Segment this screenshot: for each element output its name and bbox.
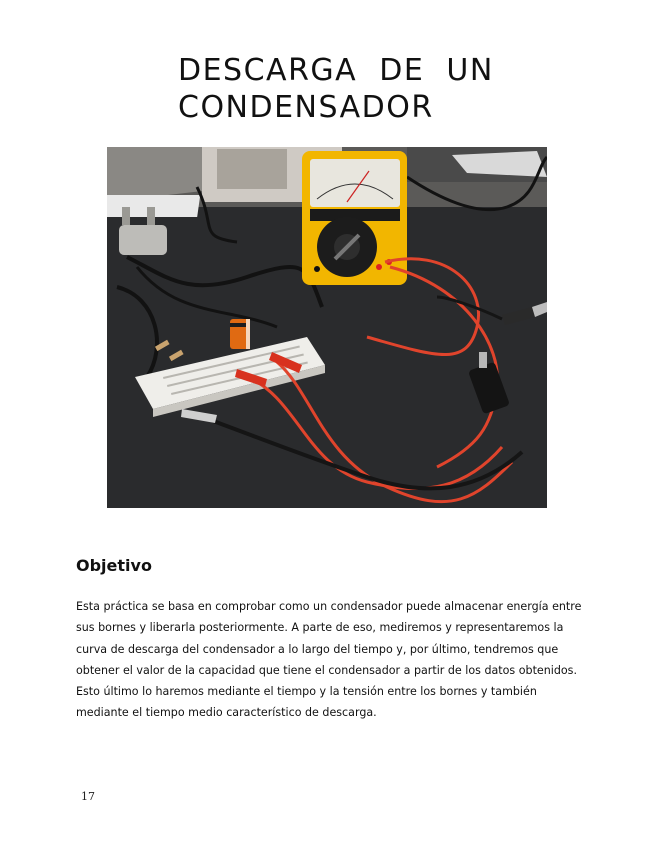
section-heading: Objetivo [76, 556, 152, 575]
paragraph-line-6: mediante el tiempo medio característico de descarga. [76, 706, 377, 720]
page-title [178, 52, 494, 126]
paragraph-line-4: obtener el valor de la capacidad que tiene el condensador a partir de los datos obtenidos. [76, 663, 577, 677]
paragraph-line-5: Esto último lo haremos mediante el tiempo y la tensión entre los bornes y también [76, 685, 537, 699]
objective-paragraph [76, 596, 586, 724]
page-title-line-1: DESCARGA DE UN [178, 53, 494, 88]
experiment-photo [107, 147, 547, 508]
paragraph-line-3: curva de descarga del condensador a lo largo del tiempo y, por último, tendremos que [76, 642, 559, 656]
paragraph-line-2: sus bornes y liberarla posteriormente. A parte de eso, mediremos y representaremos la [76, 621, 564, 635]
page-number: 17 [81, 790, 95, 803]
page-title-line-2: CONDENSADOR [178, 90, 434, 125]
paragraph-line-1: Esta práctica se basa en comprobar como un condensador puede almacenar energía entre [76, 600, 582, 613]
